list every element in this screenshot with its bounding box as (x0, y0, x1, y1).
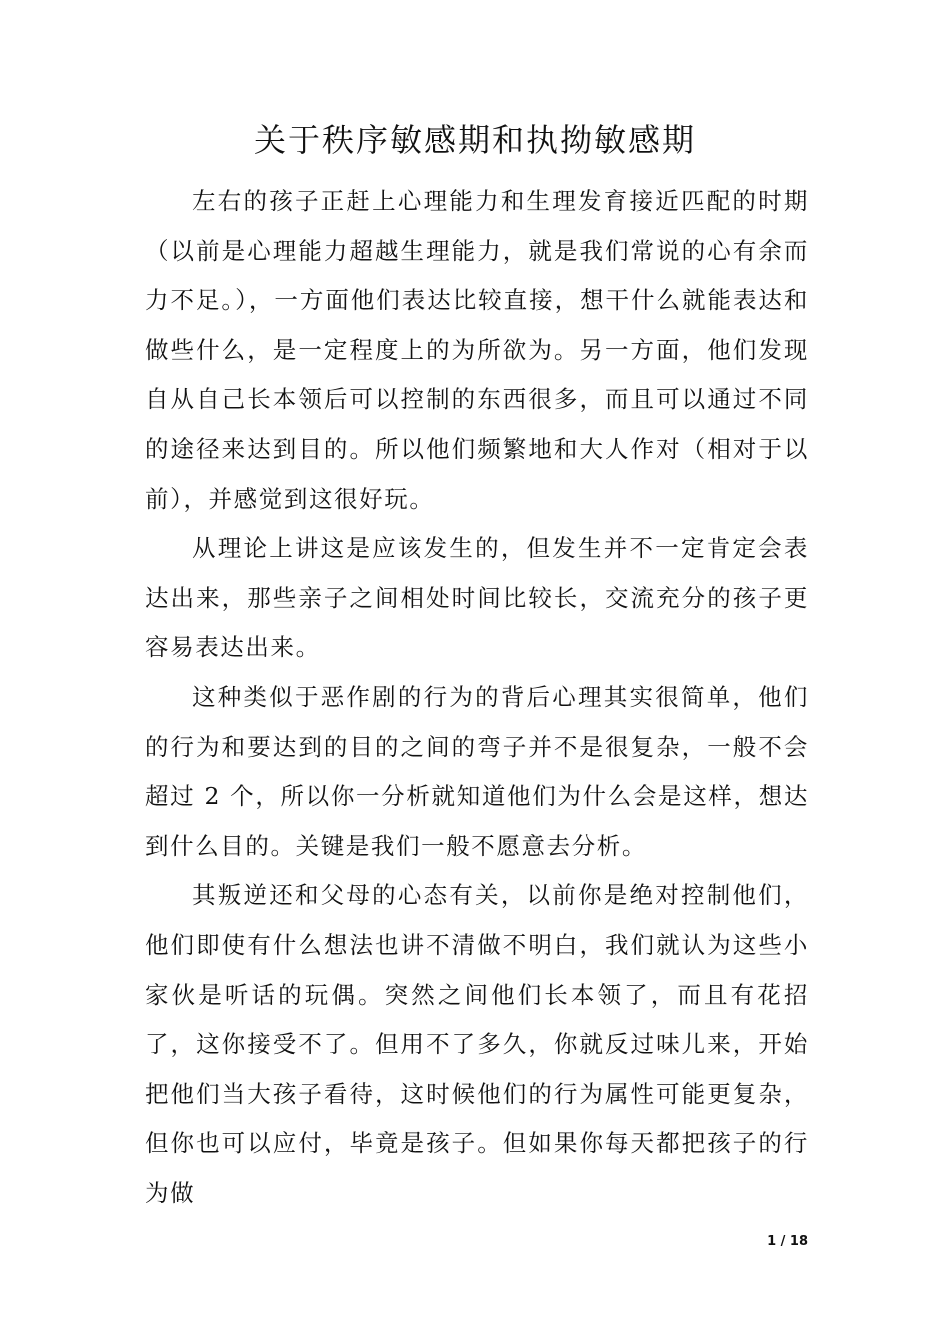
paragraph-3: 这种类似于恶作剧的行为的背后心理其实很简单，他们的行为和要达到的目的之间的弯子并不是很复杂，一般不会超过 2 个，所以你一分析就知道他们为什么会是这样，想达到什么目的。关键是我们一般不愿意去分析。 (145, 682, 809, 860)
document-title: 关于秩序敏感期和执拗敏感期 (253, 121, 696, 159)
paragraph-2: 从理论上讲这是应该发生的，但发生并不一定肯定会表达出来，那些亲子之间相处时间比较长，交流充分的孩子更容易表达出来。 (145, 534, 809, 662)
paragraph-1: 左右的孩子正赶上心理能力和生理发育接近匹配的时期（以前是心理能力超越生理能力，就是我们常说的心有余而力不足。），一方面他们表达比较直接，想干什么就能表达和做些什么，是一定程度上的为所欲为。另一方面，他们发现自从自己长本领后可以控制的东西很多，而且可以通过不同的途径来达到目的。所以他们频繁地和大人作对（相对于以前），并感觉到这很好玩。 (145, 187, 809, 513)
page-number: 1 / 18 (767, 1234, 808, 1249)
document-body (145, 177, 809, 1218)
paragraph-4: 其叛逆还和父母的心态有关，以前你是绝对控制他们，他们即使有什么想法也讲不清做不明白，我们就认为这些小家伙是听话的玩偶。突然之间他们长本领了，而且有花招了，这你接受不了。但用不了多久，你就反过味儿来，开始把他们当大孩子看待，这时候他们的行为属性可能更复杂，但你也可以应付，毕竟是孩子。但如果你每天都把孩子的行为做 (145, 881, 809, 1207)
